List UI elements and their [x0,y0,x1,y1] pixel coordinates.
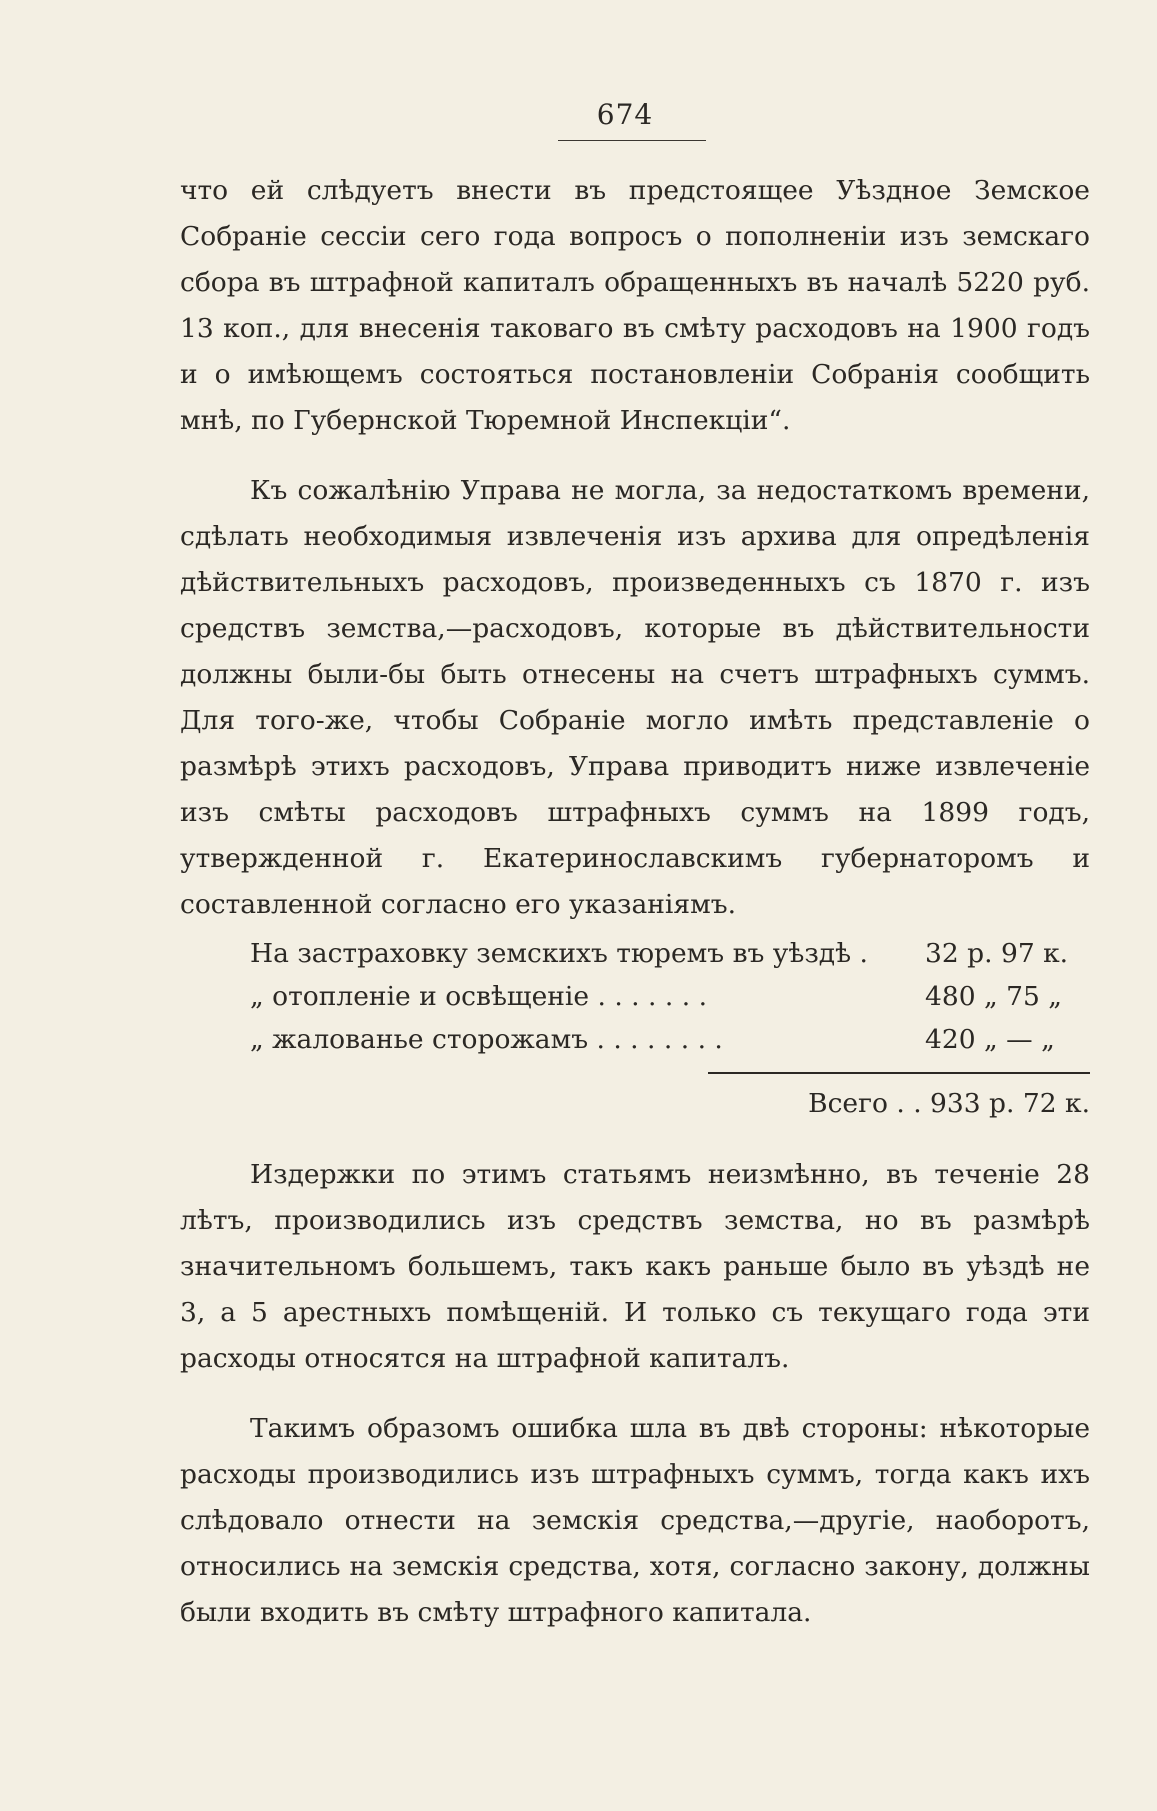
paragraph-4 [180,1406,1090,1636]
ledger-amount: 420 „ — „ [925,1024,1055,1055]
ledger-label: „ жалованье сторожамъ . . . . . . . . [250,1024,723,1055]
ledger-total: Всего . . 933 р. 72 к. [808,1088,1090,1119]
paragraph-2 [180,468,1090,928]
ledger-row [180,932,1090,975]
ledger-label: На застраховку земскихъ тюремъ въ уѣздѣ . [250,938,868,969]
expense-ledger [180,932,1090,1119]
page-number-rule [558,140,706,141]
paragraph-text: Издержки по этимъ статьямъ неизмѣнно, въ теченіе 28 лѣтъ, производились изъ средствъ земства, но въ размѣрѣ значительномъ большемъ, такъ какъ раньше было въ уѣздѣ не 3, а 5 арестныхъ помѣщеній. И только съ текущаго года эти расходы относятся на штрафной капиталъ. [180,1159,1090,1374]
paragraph-3 [180,1152,1090,1382]
paragraph-text: что ей слѣдуетъ внести въ предстоящее Уѣздное Земское Собраніе сессіи сего года вопросъ о пополненіи изъ земскаго сбора въ штрафной капиталъ обращенныхъ въ началѣ 5220 руб. 13 коп., для внесенія таковаго въ смѣту расходовъ на 1900 годъ и о имѣющемъ состояться постановленіи Собранія сообщить мнѣ, по Губернской Тюремной Инспекціи“. [180,175,1090,436]
page-number: 674 [596,98,654,131]
ledger-amount: 32 р. 97 к. [925,938,1069,969]
ledger-row [180,975,1090,1018]
ledger-label: „ отопленіе и освѣщеніе . . . . . . . [250,981,707,1012]
paragraph-text: Къ сожалѣнію Управа не могла, за недостаткомъ времени, сдѣлать необходимыя извлеченія изъ архива для опредѣленія дѣйствительныхъ расходовъ, произведенныхъ съ 1870 г. изъ средствъ земства,—расходовъ, которые въ дѣйствительности должны были-бы быть отнесены на счетъ штрафныхъ суммъ. Для того-же, чтобы Собраніе могло имѣть представленіе о размѣрѣ этихъ расходовъ, Управа приводитъ ниже извлеченіе изъ смѣты расходовъ штрафныхъ суммъ на 1899 годъ, утвержденной г. Екатеринославскимъ губернаторомъ и составленной согласно его указаніямъ. [180,475,1090,920]
paragraph-text: Такимъ образомъ ошибка шла въ двѣ стороны: нѣкоторые расходы производились изъ штрафныхъ суммъ, тогда какъ ихъ слѣдовало отнести на земскія средства,—другіе, наоборотъ, относились на земскія средства, хотя, согласно закону, должны были входить въ смѣту штрафного капитала. [180,1413,1090,1628]
ledger-row [180,1018,1090,1061]
ledger-total-rule [708,1072,1090,1074]
ledger-amount: 480 „ 75 „ [925,981,1063,1012]
paragraph-1 [180,168,1090,444]
